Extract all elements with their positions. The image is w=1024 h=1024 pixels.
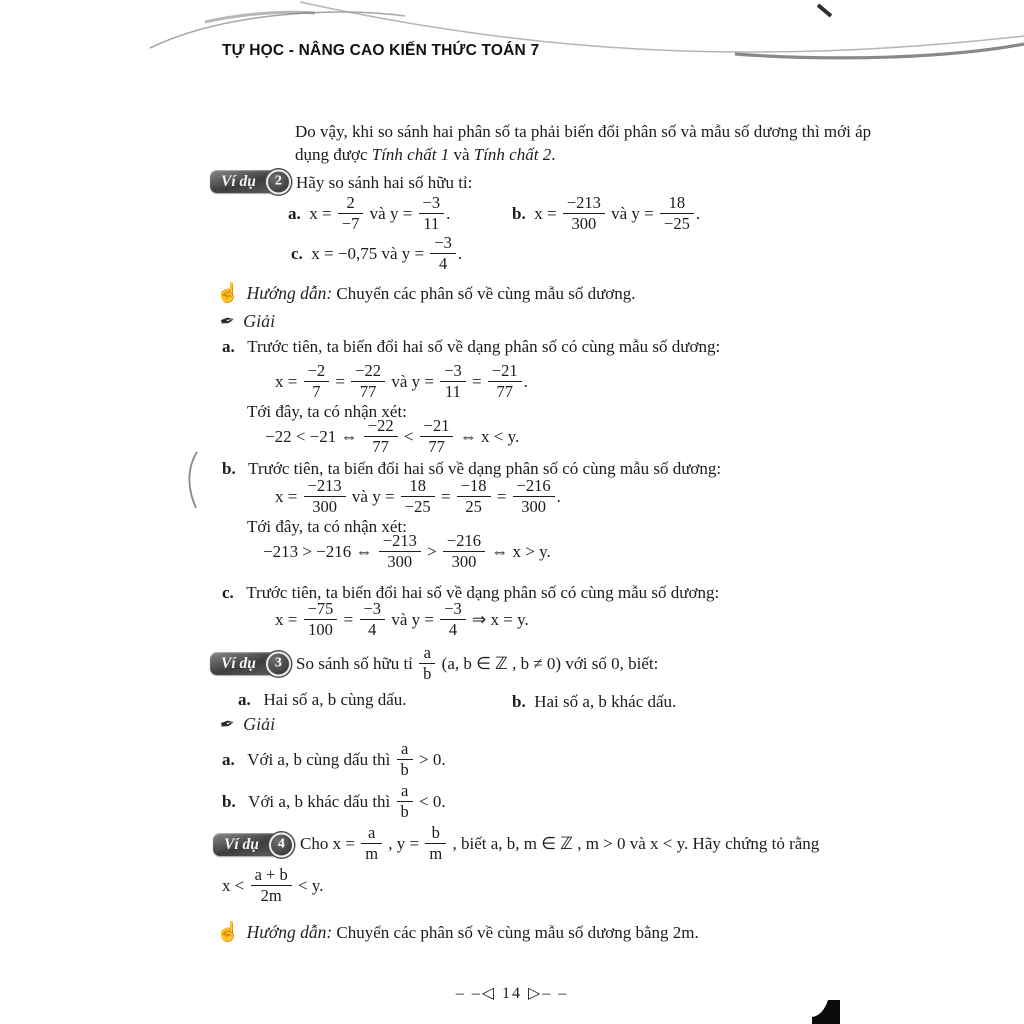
vd2-prompt: Hãy so sánh hai số hữu tỉ: [296,173,473,192]
solution-b-note: Tới đây, ta có nhận xét: [247,517,407,536]
vi-du-3-badge [210,652,280,675]
text-run: . [556,486,561,506]
giai-label-1: Giải [243,311,276,331]
text-run: So sánh số hữu tỉ [296,653,418,673]
text-run: và [449,145,474,164]
fraction: $\frac{a}{b}$ [397,740,413,780]
fraction: $\frac{a}{b}$ [397,782,413,822]
vi-du-3-badge-label: Ví dụ [221,655,256,672]
scan-artifact-margin-arc [182,450,204,512]
pen-icon: ✒ [217,309,237,333]
text-run: (a, b ∈ ℤ , b ≠ 0) với số 0, biết: [437,653,659,673]
vd2-item-b [512,194,700,234]
fraction: $\frac{-21}{77}$ [420,417,454,457]
text-run: < 0. [414,791,446,811]
text-run: a. [222,749,235,769]
text-run: . [457,243,463,263]
solution-c-eq1 [275,600,529,640]
giai-heading-1 [217,309,276,333]
text-run: b. [512,203,526,223]
fraction: $\frac{a}{m}$ [361,824,382,864]
text-run: −213 > −216 ⇔ [263,541,377,561]
fraction: $\frac{-75}{100}$ [304,600,338,640]
vd4-eq [222,866,323,906]
pointing-hand-icon: ☝ [216,283,240,304]
intro-paragraph [295,120,892,166]
giai-label-2: Giải [243,714,276,734]
text-run: và y = [365,203,417,223]
text-run: x < [222,875,249,895]
vd3-item-a [238,690,407,710]
solution-b-eq2 [263,532,551,572]
text-run: = [339,609,358,629]
text-run: −22 < −21 ⇔ [265,426,362,446]
fraction: $\frac{-3}{4}$ [360,600,386,640]
text-run: c. [222,583,234,602]
text-run: Tính chất 2 [473,145,552,164]
vd3-item-b [512,692,676,712]
vi-du-4-badge [213,833,283,856]
text-run: = [492,486,511,506]
scan-artifact-top-curves [0,0,1024,75]
text-run: = [436,486,455,506]
vi-du-2-badge [210,170,280,193]
solution-a-eq2 [265,417,519,457]
text-run: ⇔ x < y. [455,426,520,446]
page-number-footer: – –◁ 14 ▷– – [455,985,569,1002]
text-run: < [399,426,418,446]
fraction: $\frac{-3}{4}$ [430,234,456,274]
text-run: . [695,203,701,223]
fraction: $\frac{a}{b}$ [419,644,435,684]
text-run: Với a, b cùng dấu thì [234,749,395,769]
text-run: < y. [293,875,324,895]
text-run: Tính chất 1 [371,145,450,164]
vi-du-3-badge-number: 3 [266,651,291,676]
vi-du-4-badge-number: 4 [269,832,294,857]
vd3-solution-b [222,782,446,822]
text-run: x = −0,75 và y = [302,243,429,263]
giai-heading-2 [217,712,276,736]
fraction: $\frac{-2}{7}$ [304,362,330,402]
text-run: Hai số a, b khác dấu. [525,692,677,711]
text-run: x = [275,371,302,391]
text-run: và y = [347,486,399,506]
fraction: $\frac{-22}{77}$ [364,417,398,457]
text-run: x = [525,203,561,223]
text-run: Do vậy, khi so sánh hai phân số ta phải biến đổi phân số và mẫu số dương thì mới áp dụng được [295,122,872,164]
huong-dan-1-text: Chuyển các phân số về cùng mẫu số dương. [332,284,636,303]
vd3-prompt [296,644,658,684]
huong-dan-1-label: Hướng dẫn: [246,283,333,303]
text-run: b. [222,459,236,478]
text-run: Với a, b khác dấu thì [235,791,395,811]
text-run: = [467,371,486,391]
fraction: $\frac{-21}{77}$ [488,362,522,402]
scan-artifact-corner-mark [812,1000,840,1024]
text-run: x = [275,609,302,629]
text-run: Cho x = [300,833,360,853]
text-run: = [331,371,350,391]
huong-dan-2-text: Chuyển các phân số về cùng mẫu số dương bằng 2m. [332,923,699,942]
solution-a-eq1 [275,362,528,402]
text-run: b. [222,791,236,811]
text-run: b. [512,692,526,711]
text-run: Trước tiên, ta biến đổi hai số về dạng phân số có cùng mẫu số dương: [235,459,722,478]
text-run: Trước tiên, ta biến đổi hai số về dạng phân số có cùng mẫu số dương: [233,583,720,602]
text-run: x = [300,203,336,223]
fraction: $\frac{-213}{300}$ [304,477,346,517]
page-header-title: TỰ HỌC - NÂNG CAO KIẾN THỨC TOÁN 7 [222,42,540,59]
vd4-prompt [300,824,819,864]
pen-icon: ✒ [217,712,237,736]
fraction: $\frac{2}{-7}$ [338,194,364,234]
fraction: $\frac{-22}{77}$ [351,362,385,402]
fraction: $\frac{b}{m}$ [425,824,446,864]
text-run: a. [222,337,235,356]
fraction: $\frac{-3}{4}$ [440,600,466,640]
fraction: $\frac{-3}{11}$ [419,194,445,234]
solution-b-eq1 [275,477,561,517]
text-run: và y = [606,203,659,223]
text-run: Hai số a, b cùng dấu. [250,690,407,709]
huong-dan-2 [216,920,699,944]
text-run: , y = [384,833,424,853]
solution-a-title [222,337,720,357]
text-run: c. [291,243,303,263]
pointing-hand-icon: ☝ [216,922,240,943]
solution-a-note: Tới đây, ta có nhận xét: [247,402,407,421]
text-run: a. [288,203,301,223]
vd3-solution-a [222,740,446,780]
fraction: $\frac{-213}{300}$ [563,194,605,234]
text-run: a. [238,690,251,709]
huong-dan-2-label: Hướng dẫn: [246,922,333,942]
text-run: , biết a, b, m ∈ ℤ , m > 0 và x < y. Hãy chứng tỏ rằng [448,833,820,853]
fraction: $\frac{18}{-25}$ [401,477,435,517]
fraction: $\frac{-18}{25}$ [457,477,491,517]
text-run: và y = [387,609,439,629]
vi-du-4-badge-label: Ví dụ [224,836,259,853]
text-run: > [422,541,441,561]
fraction: $\frac{18}{-25}$ [660,194,694,234]
text-run: > 0. [414,749,446,769]
text-run: và y = [387,371,439,391]
text-run: Trước tiên, ta biến đổi hai số về dạng phân số có cùng mẫu số dương: [234,337,721,356]
text-run: ⇒ x = y. [467,609,529,629]
fraction: $\frac{-3}{11}$ [440,362,466,402]
vd2-item-c [291,234,462,274]
fraction: $\frac{-213}{300}$ [379,532,421,572]
text-run: . [551,145,556,164]
vd2-item-a [288,194,450,234]
fraction: $\frac{-216}{300}$ [513,477,555,517]
text-run: . [523,371,528,391]
vi-du-2-badge-label: Ví dụ [221,173,256,190]
fraction: $\frac{-216}{300}$ [443,532,485,572]
vi-du-2-badge-number: 2 [266,169,291,194]
text-run: ⇔ x > y. [486,541,551,561]
fraction: $\frac{a + b}{2m}$ [251,866,292,906]
huong-dan-1 [216,281,636,305]
text-run: x = [275,486,302,506]
text-run: . [446,203,451,223]
